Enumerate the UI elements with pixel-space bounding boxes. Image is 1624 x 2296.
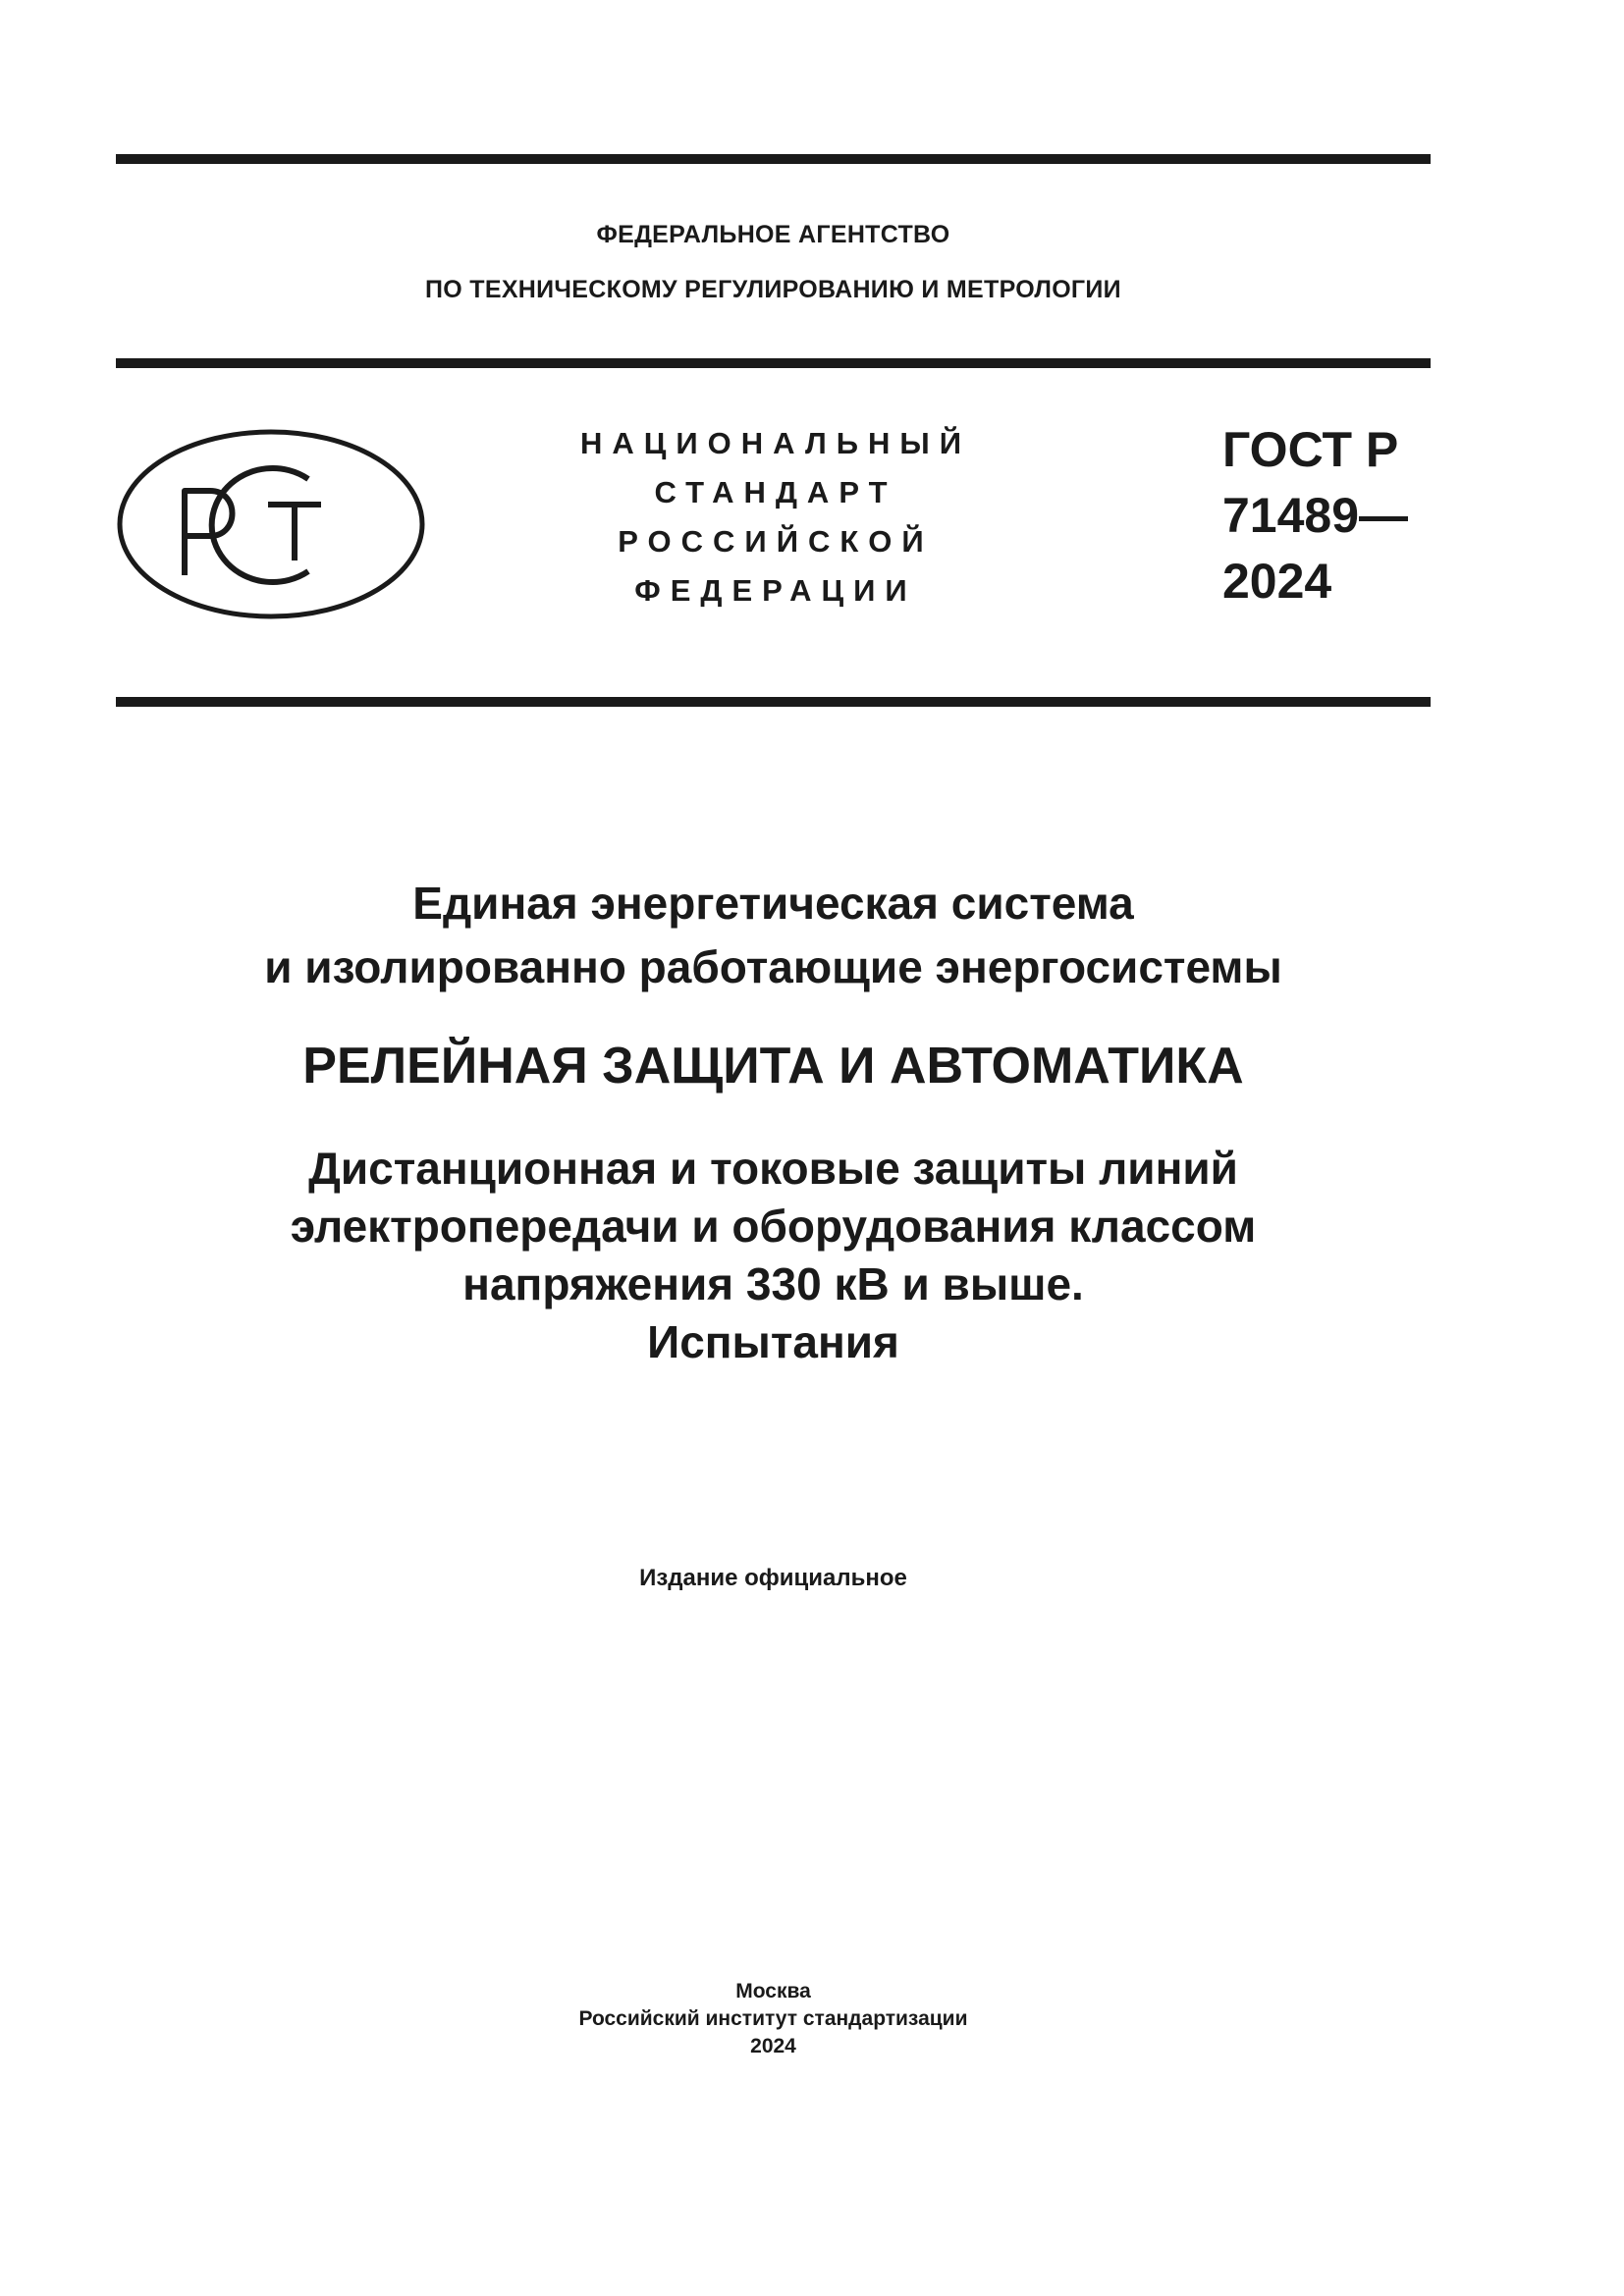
national-standard-line-1: НАЦИОНАЛЬНЫЙ [579,426,972,460]
subtitle-line-3: напряжения 330 кВ и выше. [462,1258,1084,1309]
standard-designation-line-2: 71489— [1222,488,1409,543]
agency-name-line-1: ФЕДЕРАЛЬНОЕ АГЕНТСТВО [596,221,950,248]
national-standard-line-2: СТАНДАРТ [654,475,897,509]
standard-designation-line-3: 2024 [1222,554,1332,609]
subtitle-line-1: Дистанционная и токовые защиты линий [308,1143,1238,1194]
standard-block-bottom-rule [116,697,1431,707]
main-title: РЕЛЕЙНАЯ ЗАЩИТА И АВТОМАТИКА [302,1038,1244,1095]
system-title-line-1: Единая энергетическая система [412,878,1134,929]
standard-designation-line-1: ГОСТ Р [1222,422,1399,477]
subtitle-line-2: электропередачи и оборудования классом [290,1201,1257,1252]
subtitle-line-4: Испытания [647,1316,899,1367]
national-standard-line-4: ФЕДЕРАЦИИ [634,573,917,608]
system-title-line-2: и изолированно работающие энергосистемы [264,941,1282,992]
national-standard-line-3: РОССИЙСКОЙ [618,524,934,559]
top-rule [116,154,1431,164]
edition-note: Издание официальное [639,1565,907,1591]
gost-r-certification-mark-icon [116,428,426,620]
imprint-city: Москва [735,1980,811,2002]
imprint-year: 2024 [750,2035,796,2057]
agency-divider-rule [116,358,1431,368]
imprint-publisher: Российский институт стандартизации [578,2007,968,2030]
agency-name-line-2: ПО ТЕХНИЧЕСКОМУ РЕГУЛИРОВАНИЮ И МЕТРОЛОГИИ [425,276,1121,303]
